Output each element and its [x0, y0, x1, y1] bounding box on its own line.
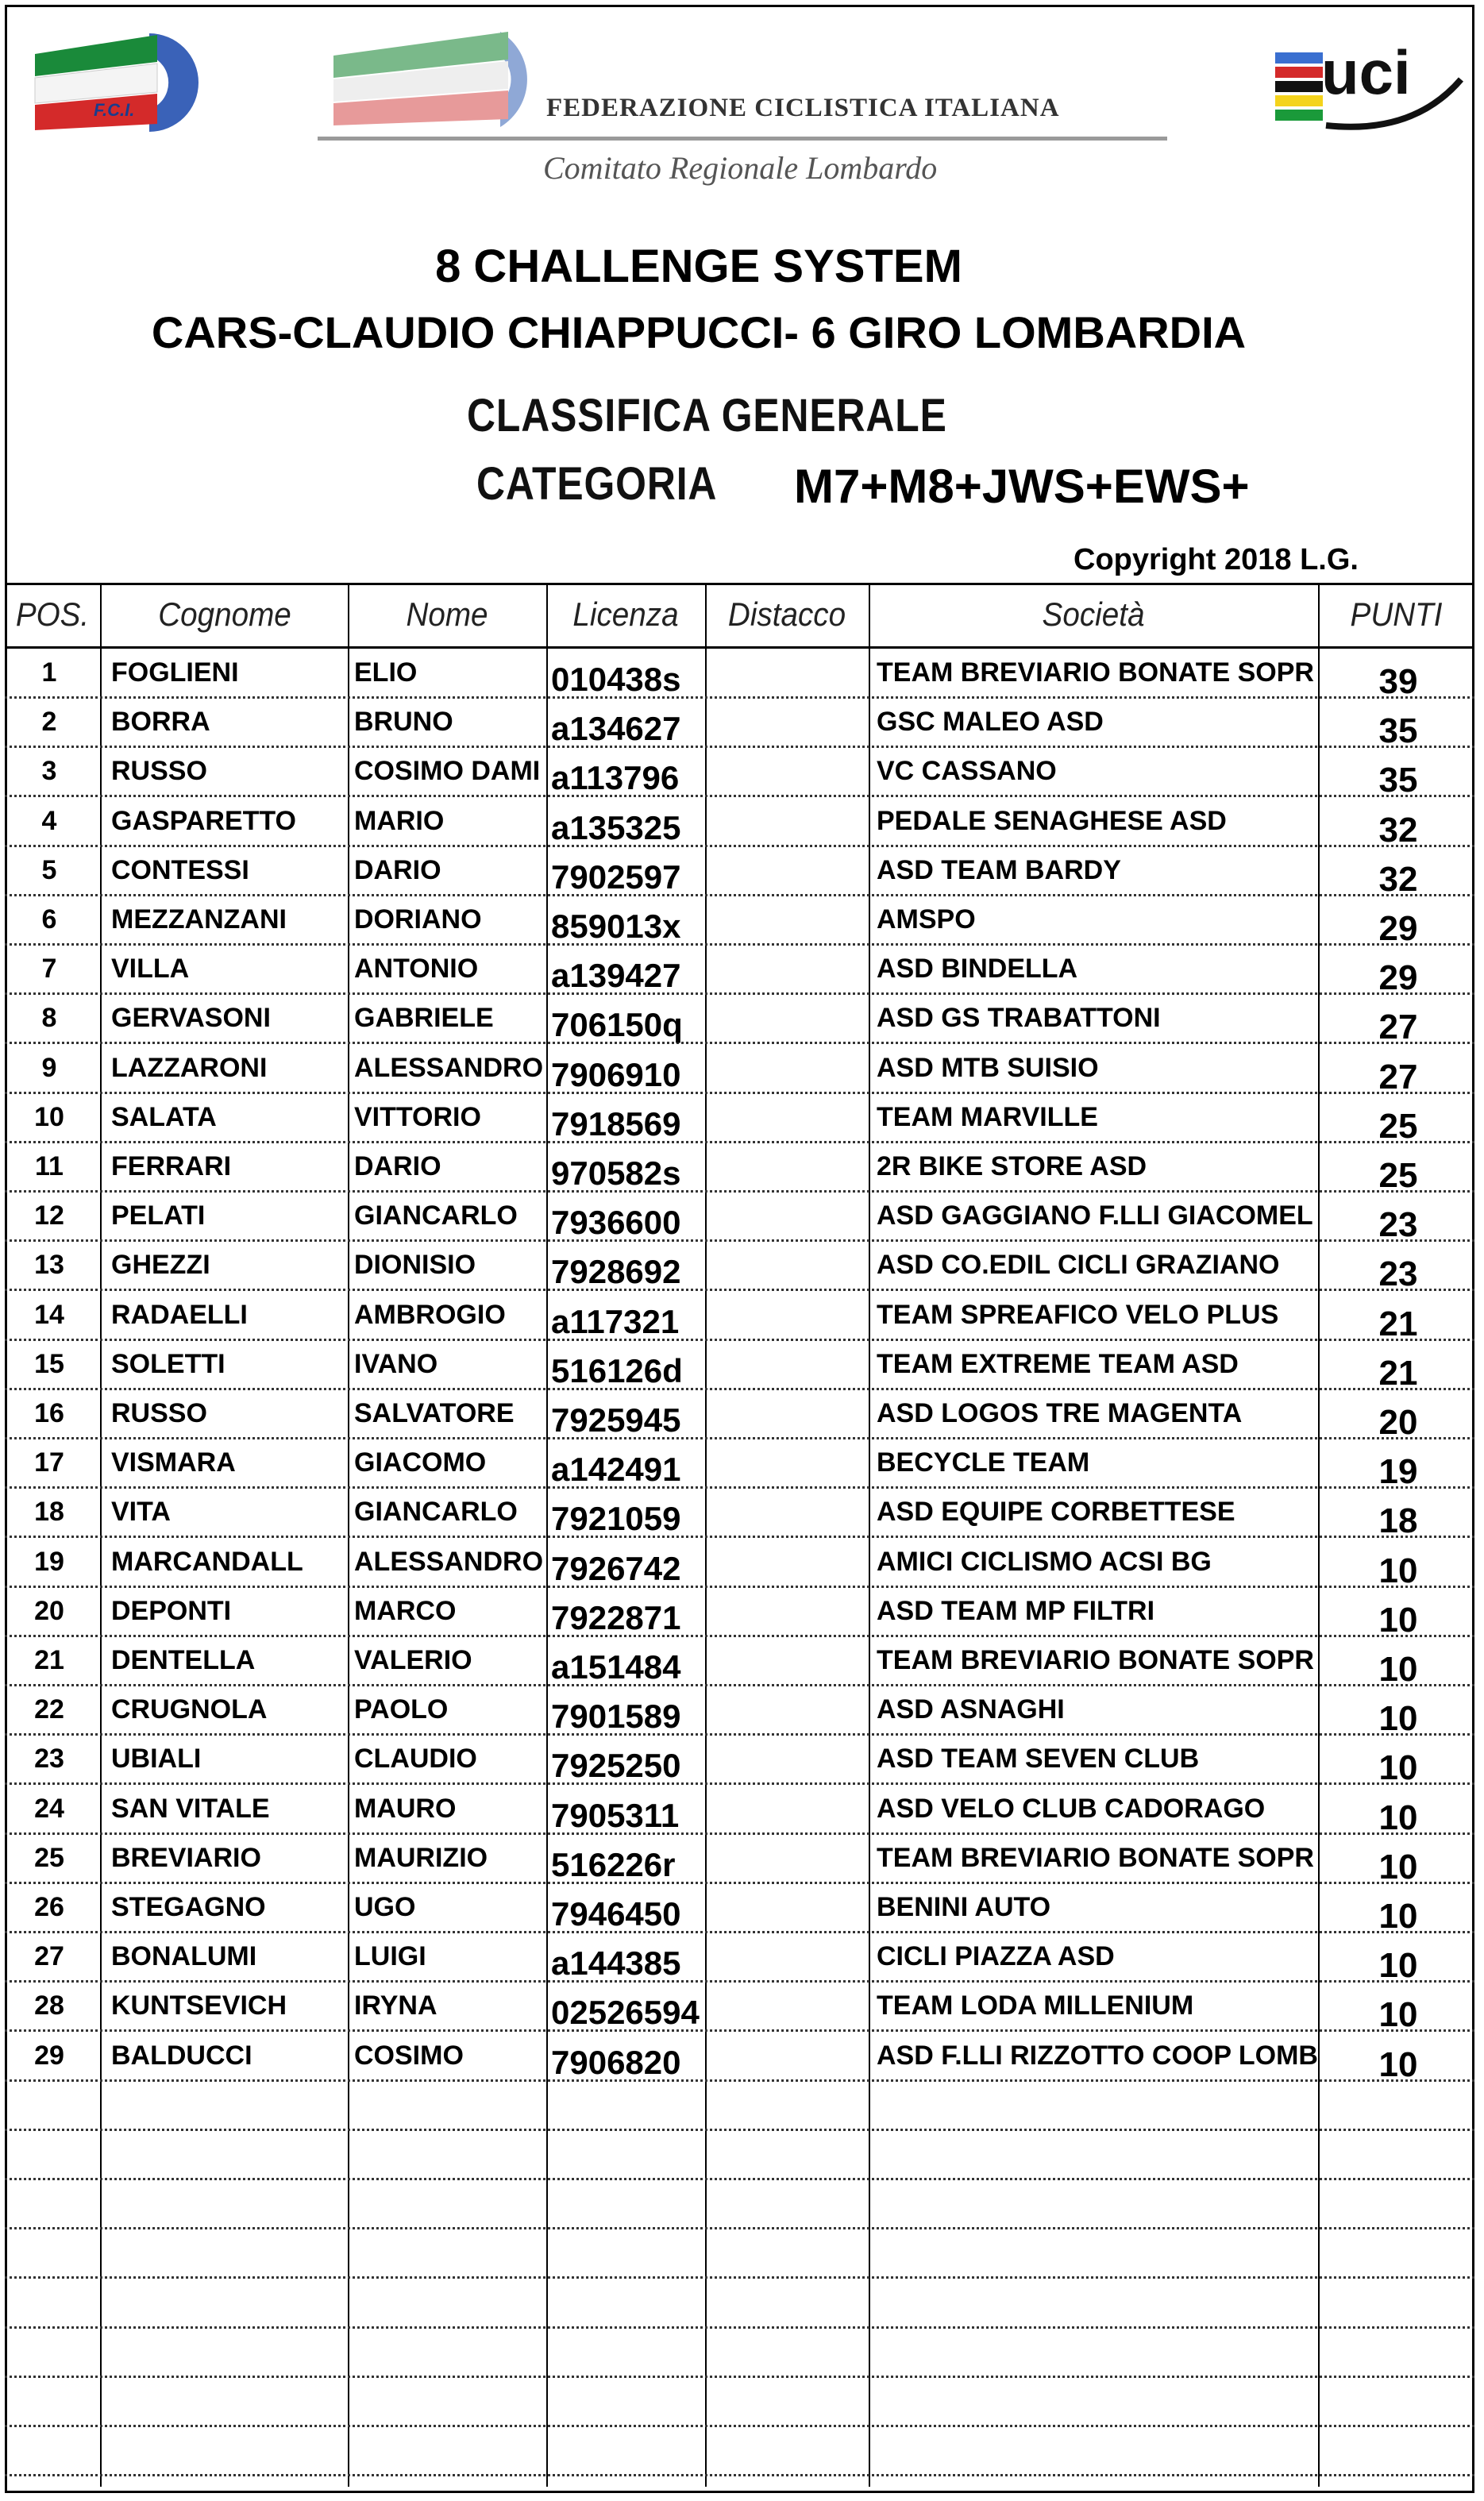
cell-punti: 32: [1378, 810, 1418, 850]
cell-punti: 10: [1378, 1946, 1418, 1986]
cell-societa: TEAM BREVIARIO BONATE SOPR: [877, 657, 1314, 688]
table-row: [5, 1193, 1474, 1245]
cell-nome: MARIO: [354, 805, 445, 836]
cell-licenza: 7902597: [551, 857, 681, 896]
table-row: [5, 1292, 1474, 1341]
cell-pos: 4: [41, 805, 57, 836]
table-row: [5, 1786, 1474, 1835]
cell-nome: ELIO: [354, 657, 418, 688]
col-header-punti: PUNTI: [1350, 595, 1443, 633]
cell-pos: 22: [34, 1694, 64, 1725]
table-row: [5, 946, 1474, 998]
cell-licenza: 706150q: [551, 1006, 683, 1044]
cell-societa: ASD TEAM MP FILTRI: [877, 1595, 1155, 1626]
cell-societa: ASD F.LLI RIZZOTTO COOP LOMB: [877, 2040, 1318, 2071]
cell-punti: 27: [1378, 1008, 1418, 1047]
cell-pos: 2: [41, 707, 57, 738]
cell-cognome: MARCANDALL: [111, 1546, 303, 1577]
cell-pos: 27: [34, 1941, 64, 1972]
cell-cognome: VITA: [111, 1497, 171, 1528]
federation-divider: [318, 137, 1167, 141]
cell-nome: ALESSANDRO: [354, 1546, 544, 1577]
cell-cognome: KUNTSEVICH: [111, 1990, 287, 2021]
cell-licenza: a113796: [551, 759, 680, 797]
classification-title: CLASSIFICA GENERALE: [467, 390, 947, 441]
cell-licenza: 7906820: [551, 2043, 681, 2081]
header-bottom-border: [5, 646, 1474, 649]
cell-pos: 21: [34, 1645, 64, 1675]
federation-name: FEDERAZIONE CICLISTICA ITALIANA: [546, 94, 1060, 122]
cell-cognome: RUSSO: [111, 1398, 207, 1428]
cell-licenza: a117321: [551, 1302, 680, 1340]
cell-societa: PEDALE SENAGHESE ASD: [877, 805, 1227, 836]
cell-cognome: PELATI: [111, 1200, 206, 1231]
cell-societa: ASD CO.EDIL CICLI GRAZIANO: [877, 1250, 1280, 1281]
cell-cognome: RUSSO: [111, 756, 207, 787]
cell-licenza: 7928692: [551, 1253, 681, 1291]
col-header-distacco: Distacco: [727, 595, 846, 633]
cell-punti: 10: [1378, 1847, 1418, 1886]
table-row: [5, 995, 1474, 1047]
cell-pos: 8: [41, 1003, 57, 1034]
cell-punti: 29: [1378, 958, 1418, 998]
cell-societa: ASD TEAM BARDY: [877, 854, 1121, 885]
cell-punti: 21: [1378, 1304, 1418, 1343]
cell-punti: 18: [1378, 1501, 1418, 1541]
table-row: [5, 1884, 1474, 1936]
cell-licenza: a135325: [551, 808, 681, 846]
empty-table-row: [5, 2279, 1474, 2329]
table-row: [5, 798, 1474, 850]
cell-licenza: 7906910: [551, 1055, 681, 1093]
table-row: [5, 1094, 1474, 1146]
cell-licenza: a151484: [551, 1648, 681, 1686]
regional-committee: Comitato Regionale Lombardo: [543, 150, 938, 186]
cell-licenza: a144385: [551, 1944, 681, 1983]
cell-licenza: 7905311: [551, 1796, 680, 1834]
cell-societa: TEAM LODA MILLENIUM: [877, 1990, 1194, 2021]
cell-societa: TEAM EXTREME TEAM ASD: [877, 1348, 1239, 1379]
cell-pos: 25: [34, 1842, 64, 1873]
cell-pos: 18: [34, 1497, 64, 1528]
cell-punti: 25: [1378, 1106, 1418, 1146]
cell-cognome: BORRA: [111, 707, 210, 738]
cell-cognome: BREVIARIO: [111, 1842, 261, 1873]
cell-nome: VITTORIO: [354, 1101, 481, 1132]
table-row: [5, 1686, 1474, 1739]
cell-licenza: a134627: [551, 710, 681, 748]
category-label: CATEGORIA: [476, 458, 718, 510]
table-row: [5, 649, 1474, 699]
cell-licenza: 7936600: [551, 1204, 681, 1242]
cell-nome: COSIMO DAMI: [354, 756, 541, 787]
cell-societa: AMICI CICLISMO ACSI BG: [877, 1546, 1212, 1577]
event-subtitle: CARS-CLAUDIO CHIAPPUCCI- 6 GIRO LOMBARDIA: [151, 307, 1247, 357]
cell-nome: MARCO: [354, 1595, 457, 1626]
cell-licenza: 7921059: [551, 1500, 681, 1538]
cell-societa: TEAM BREVIARIO BONATE SOPR: [877, 1645, 1314, 1675]
table-row: [5, 847, 1474, 899]
cell-nome: ANTONIO: [354, 954, 479, 985]
cell-punti: 32: [1378, 859, 1418, 899]
table-row: [5, 2033, 1474, 2082]
table-row: [5, 1588, 1474, 1640]
copyright-note: Copyright 2018 L.G.: [1073, 543, 1359, 576]
cell-nome: DARIO: [354, 1151, 441, 1181]
cell-pos: 28: [34, 1990, 64, 2021]
cell-pos: 24: [34, 1793, 64, 1824]
cell-nome: LUIGI: [354, 1941, 426, 1972]
cell-licenza: 516226r: [551, 1845, 676, 1883]
cell-nome: BRUNO: [354, 707, 453, 738]
cell-punti: 10: [1378, 1699, 1418, 1739]
cell-nome: DARIO: [354, 854, 441, 885]
cell-nome: SALVATORE: [354, 1398, 515, 1428]
cell-punti: 10: [1378, 1650, 1418, 1689]
cell-punti: 35: [1378, 711, 1418, 751]
cell-nome: GIANCARLO: [354, 1497, 518, 1528]
cell-cognome: LAZZARONI: [111, 1052, 268, 1083]
cell-nome: UGO: [354, 1892, 416, 1922]
table-row: [5, 896, 1474, 946]
cell-pos: 23: [34, 1744, 64, 1775]
col-header-licenza: Licenza: [572, 595, 679, 633]
cell-punti: 10: [1378, 1798, 1418, 1837]
cell-cognome: GERVASONI: [111, 1003, 271, 1034]
col-header-nome: Nome: [406, 595, 488, 633]
cell-pos: 17: [34, 1447, 64, 1478]
table-row: [5, 1439, 1474, 1492]
cell-cognome: SOLETTI: [111, 1348, 225, 1379]
cell-cognome: STEGAGNO: [111, 1892, 266, 1922]
cell-punti: 19: [1378, 1452, 1418, 1492]
empty-table-row: [5, 2378, 1474, 2427]
cell-punti: 25: [1378, 1156, 1418, 1195]
cell-societa: ASD VELO CLUB CADORAGO: [877, 1793, 1266, 1824]
cell-pos: 7: [41, 954, 57, 985]
cell-pos: 3: [41, 756, 57, 787]
empty-table-row: [5, 2427, 1474, 2476]
event-title: 8 CHALLENGE SYSTEM: [435, 241, 962, 292]
cell-nome: PAOLO: [354, 1694, 449, 1725]
cell-pos: 6: [41, 904, 57, 935]
cell-societa: ASD BINDELLA: [877, 954, 1078, 985]
cell-cognome: DENTELLA: [111, 1645, 256, 1675]
col-header-cognome: Cognome: [158, 595, 291, 633]
cell-societa: ASD LOGOS TRE MAGENTA: [877, 1398, 1243, 1428]
cell-societa: AMSPO: [877, 904, 976, 935]
cell-licenza: 010438s: [551, 661, 681, 698]
cell-punti: 27: [1378, 1057, 1418, 1096]
uci-logo-text: uci: [1321, 37, 1411, 107]
cell-punti: 10: [1378, 1551, 1418, 1590]
cell-licenza: 7922871: [551, 1598, 681, 1636]
cell-societa: ASD MTB SUISIO: [877, 1052, 1099, 1083]
cell-punti: 10: [1378, 1995, 1418, 2035]
table-row: [5, 1242, 1474, 1294]
cell-pos: 14: [34, 1299, 64, 1330]
cell-cognome: FERRARI: [111, 1151, 232, 1181]
cell-societa: TEAM MARVILLE: [877, 1101, 1098, 1132]
cell-nome: ALESSANDRO: [354, 1052, 544, 1083]
cell-pos: 1: [41, 657, 57, 688]
table-row: [5, 1835, 1474, 1884]
cell-punti: 29: [1378, 909, 1418, 948]
cell-nome: IVANO: [354, 1348, 438, 1379]
cell-cognome: FOGLIENI: [111, 657, 239, 688]
cell-nome: AMBROGIO: [354, 1299, 506, 1330]
cell-pos: 29: [34, 2040, 64, 2071]
row-divider: [5, 2474, 1474, 2476]
cell-licenza: 859013x: [551, 908, 681, 945]
cell-societa: ASD TEAM SEVEN CLUB: [877, 1744, 1200, 1775]
cell-societa: 2R BIKE STORE ASD: [877, 1151, 1147, 1181]
cell-societa: BECYCLE TEAM: [877, 1447, 1090, 1478]
cell-punti: 10: [1378, 1600, 1418, 1640]
cell-societa: TEAM SPREAFICO VELO PLUS: [877, 1299, 1279, 1330]
cell-cognome: VISMARA: [111, 1447, 236, 1478]
cell-pos: 11: [35, 1151, 64, 1181]
federation-logo: [318, 24, 556, 135]
col-header-societa: Società: [1042, 595, 1145, 633]
cell-pos: 9: [41, 1052, 57, 1083]
table-row: [5, 1539, 1474, 1588]
cell-nome: MAURIZIO: [354, 1842, 488, 1873]
empty-table-row: [5, 2082, 1474, 2131]
cell-licenza: 7901589: [551, 1698, 681, 1736]
cell-pos: 15: [34, 1348, 64, 1379]
cell-cognome: SALATA: [111, 1101, 217, 1132]
uci-logo: [1270, 32, 1469, 135]
table-row: [5, 1489, 1474, 1541]
cell-nome: GIANCARLO: [354, 1200, 518, 1231]
cell-licenza: 7926742: [551, 1549, 681, 1587]
fci-logo: [30, 30, 208, 135]
cell-cognome: BONALUMI: [111, 1941, 257, 1972]
empty-table-row: [5, 2131, 1474, 2180]
cell-societa: TEAM BREVIARIO BONATE SOPR: [877, 1842, 1314, 1873]
table-row: [5, 1933, 1474, 1986]
cell-cognome: BALDUCCI: [111, 2040, 252, 2071]
cell-cognome: MEZZANZANI: [111, 904, 287, 935]
table-row: [5, 1390, 1474, 1442]
cell-licenza: 7918569: [551, 1104, 681, 1143]
cell-nome: IRYNA: [354, 1990, 437, 2021]
table-row: [5, 699, 1474, 751]
empty-table-row: [5, 2229, 1474, 2279]
cell-cognome: CRUGNOLA: [111, 1694, 268, 1725]
cell-societa: ASD ASNAGHI: [877, 1694, 1065, 1725]
cell-cognome: VILLA: [111, 954, 190, 985]
cell-licenza: 7925945: [551, 1401, 681, 1439]
cell-societa: BENINI AUTO: [877, 1892, 1051, 1922]
cell-licenza: 7946450: [551, 1895, 681, 1933]
cell-pos: 19: [34, 1546, 64, 1577]
table-row: [5, 1637, 1474, 1689]
cell-nome: DIONISIO: [354, 1250, 476, 1281]
cell-pos: 26: [34, 1892, 64, 1922]
cell-punti: 10: [1378, 1897, 1418, 1936]
cell-licenza: 970582s: [551, 1154, 681, 1192]
table-row: [5, 1736, 1474, 1788]
cell-cognome: CONTESSI: [111, 854, 249, 885]
cell-pos: 16: [34, 1398, 64, 1428]
cell-cognome: GASPARETTO: [111, 805, 296, 836]
cell-licenza: a139427: [551, 957, 681, 995]
cell-punti: 23: [1378, 1254, 1418, 1294]
cell-cognome: DEPONTI: [111, 1595, 232, 1626]
cell-punti: 21: [1378, 1353, 1418, 1393]
cell-nome: DORIANO: [354, 904, 482, 935]
table-row: [5, 1045, 1474, 1094]
cell-licenza: 02526594: [551, 1994, 700, 2032]
table-row: [5, 1341, 1474, 1393]
empty-table-row: [5, 2180, 1474, 2229]
cell-nome: VALERIO: [354, 1645, 472, 1675]
cell-punti: 35: [1378, 761, 1418, 800]
cell-cognome: SAN VITALE: [111, 1793, 270, 1824]
cell-pos: 20: [34, 1595, 64, 1626]
cell-societa: ASD GS TRABATTONI: [877, 1003, 1161, 1034]
table-row: [5, 748, 1474, 800]
cell-nome: GIACOMO: [354, 1447, 487, 1478]
cell-cognome: GHEZZI: [111, 1250, 210, 1281]
table-row: [5, 1143, 1474, 1193]
cell-societa: ASD EQUIPE CORBETTESE: [877, 1497, 1235, 1528]
empty-table-row: [5, 2329, 1474, 2378]
cell-pos: 13: [34, 1250, 64, 1281]
cell-punti: 39: [1378, 662, 1418, 701]
cell-licenza: 516126d: [551, 1351, 683, 1389]
cell-cognome: RADAELLI: [111, 1299, 248, 1330]
cell-punti: 20: [1378, 1403, 1418, 1442]
cell-societa: CICLI PIAZZA ASD: [877, 1941, 1115, 1972]
cell-nome: CLAUDIO: [354, 1744, 477, 1775]
cell-cognome: UBIALI: [111, 1744, 202, 1775]
cell-pos: 5: [41, 854, 57, 885]
cell-societa: ASD GAGGIANO F.LLI GIACOMEL: [877, 1200, 1313, 1231]
cell-licenza: a142491: [551, 1451, 681, 1489]
cell-societa: GSC MALEO ASD: [877, 707, 1104, 738]
category-value: M7+M8+JWS+EWS+: [794, 460, 1250, 513]
cell-nome: GABRIELE: [354, 1003, 494, 1034]
col-header-pos: POS.: [15, 595, 90, 633]
cell-licenza: 7925250: [551, 1747, 681, 1785]
cell-pos: 12: [34, 1200, 64, 1231]
cell-nome: COSIMO: [354, 2040, 464, 2071]
cell-punti: 23: [1378, 1205, 1418, 1245]
cell-pos: 10: [34, 1101, 64, 1132]
table-row: [5, 1983, 1474, 2035]
cell-punti: 10: [1378, 2044, 1418, 2084]
fci-logo-text: F.C.I.: [94, 100, 135, 120]
cell-nome: MAURO: [354, 1793, 457, 1824]
cell-societa: VC CASSANO: [877, 756, 1057, 787]
cell-punti: 10: [1378, 1748, 1418, 1788]
